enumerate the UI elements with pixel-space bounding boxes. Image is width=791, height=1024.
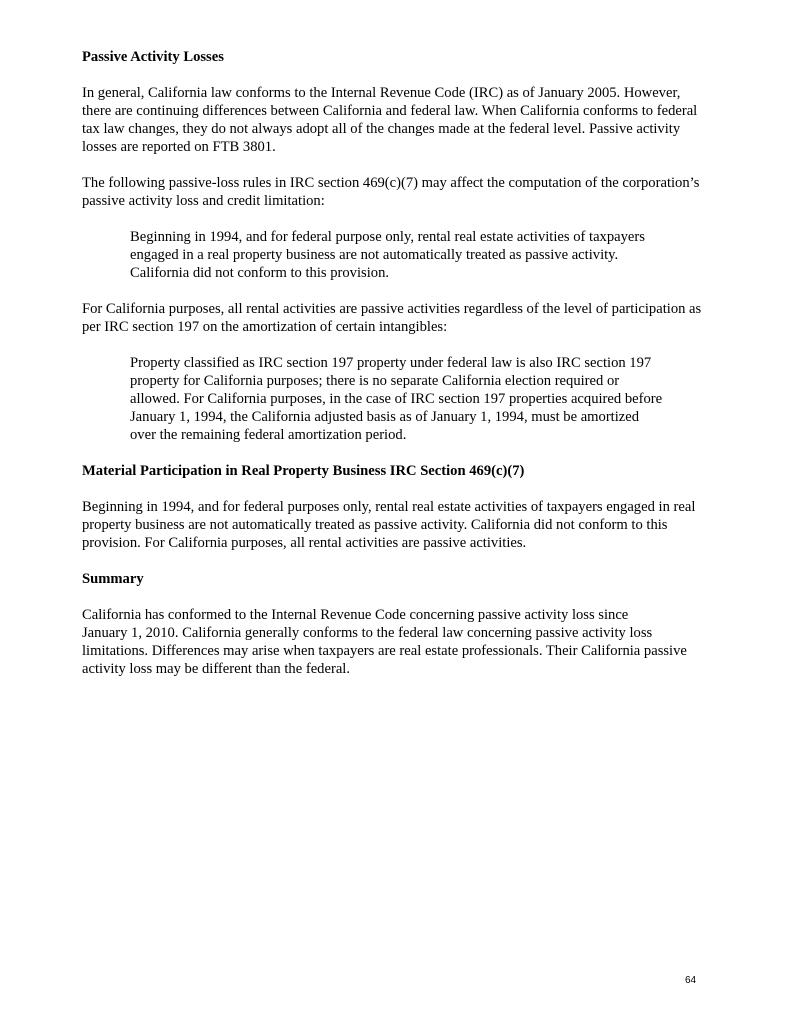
text-line: losses are reported on FTB 3801. (82, 139, 276, 155)
text-line: there are continuing differences between California and federal law. When California conforms to federal (82, 103, 698, 119)
text-line: engaged in a real property business are not automatically treated as passive activity. (130, 247, 619, 263)
block-quote-rental-real-estate (82, 228, 750, 282)
block-quote-section-197 (82, 354, 750, 444)
text-line: tax law changes, they do not always adopt all of the changes made at the federal level. Passive activity (82, 121, 681, 137)
text-line: For California purposes, all rental activities are passive activities regardless of the level of participation as (82, 301, 702, 317)
text-line: provision. For California purposes, all rental activities are passive activities. (82, 535, 527, 551)
text-line: allowed. For California purposes, in the case of IRC section 197 properties acquired before (130, 391, 663, 407)
text-line: January 1, 1994, the California adjusted basis as of January 1, 1994, must be amortized (130, 409, 640, 425)
text-line: California did not conform to this provision. (130, 265, 390, 281)
paragraph-material-participation (82, 498, 750, 552)
text-line: activity loss may be different than the federal. (82, 661, 350, 677)
text-line: The following passive-loss rules in IRC section 469(c)(7) may affect the computation of the corporation’s (82, 175, 700, 191)
document-page (82, 48, 750, 678)
text-line: per IRC section 197 on the amortization of certain intangibles: (82, 319, 448, 335)
text-line: property for California purposes; there is no separate California election required or (130, 373, 620, 389)
text-line: Beginning in 1994, and for federal purposes only, rental real estate activities of taxpayers engaged in real (82, 499, 696, 515)
paragraph-passive-loss-rules (82, 174, 750, 210)
paragraph-summary (82, 606, 750, 678)
paragraph-general (82, 84, 750, 156)
text-line: passive activity loss and credit limitation: (82, 193, 325, 209)
text-line: January 1, 2010. California generally conforms to the federal law concerning passive activity loss (82, 625, 653, 641)
section-heading-passive-activity-losses: Passive Activity Losses (82, 49, 224, 65)
text-line: Property classified as IRC section 197 property under federal law is also IRC section 197 (130, 355, 652, 371)
text-line: Beginning in 1994, and for federal purpose only, rental real estate activities of taxpayers (130, 229, 645, 245)
text-line: property business are not automatically treated as passive activity. California did not conform to this (82, 517, 668, 533)
paragraph-california-purposes (82, 300, 750, 336)
page-number: 64 (685, 975, 697, 986)
text-line: California has conformed to the Internal Revenue Code concerning passive activity loss since (82, 607, 629, 623)
text-line: over the remaining federal amortization period. (130, 427, 407, 443)
text-line: In general, California law conforms to the Internal Revenue Code (IRC) as of January 2005. However, (82, 85, 681, 101)
text-line: limitations. Differences may arise when taxpayers are real estate professionals. Their California passive (82, 643, 687, 659)
section-heading-summary: Summary (82, 571, 144, 587)
section-heading-material-participation: Material Participation in Real Property Business IRC Section 469(c)(7) (82, 463, 525, 479)
